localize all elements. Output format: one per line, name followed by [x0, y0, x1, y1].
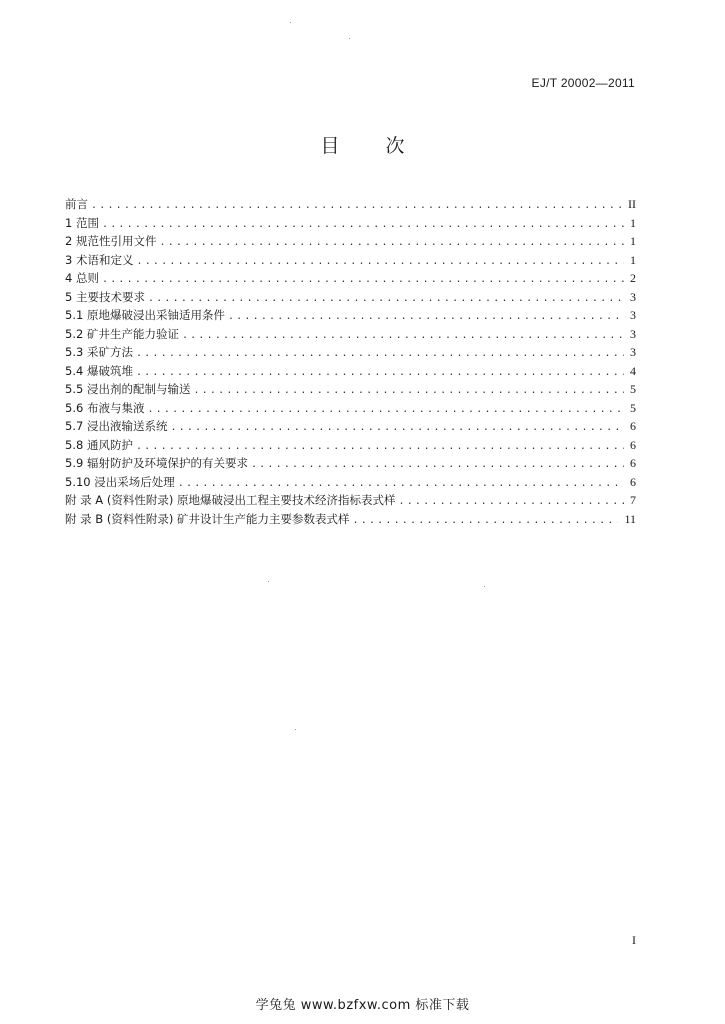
scan-speck: [268, 581, 269, 582]
scan-speck: [295, 729, 296, 730]
toc-entry-label: 前言: [65, 197, 88, 211]
toc-entry-label: 2 规范性引用文件: [65, 234, 157, 248]
toc-entry-page: 3: [630, 345, 636, 359]
toc-entry-5-10[interactable]: [65, 473, 636, 492]
toc-entry-page: 2: [630, 271, 636, 285]
toc-leader-dots: [136, 253, 624, 272]
toc-entry-5-3[interactable]: [65, 343, 636, 362]
toc-leader-dots: [147, 401, 624, 420]
toc-entry-label: 5.4 爆破筑堆: [65, 363, 133, 378]
toc-entry-5-6[interactable]: [65, 399, 636, 418]
toc-entry-label: 5.1 原地爆破浸出采铀适用条件: [65, 308, 225, 322]
toc-leader-dots: [170, 419, 624, 438]
toc-entry-5-1[interactable]: [65, 306, 636, 325]
toc-entry-5-7[interactable]: [65, 417, 636, 436]
toc-entry-appendix-b[interactable]: [65, 510, 636, 529]
footer-watermark-text: 学兔兔 www.bzfxw.com 标准下载: [255, 998, 470, 1013]
toc-entry-label: 5.9 辐射防护及环境保护的有关要求: [65, 456, 248, 470]
toc-entry-label: 4 总则: [65, 271, 99, 285]
toc-entry-label: 5.10 浸出采场后处理: [65, 474, 175, 489]
toc-leader-dots: [91, 197, 622, 216]
toc-leader-dots: [102, 271, 624, 290]
toc-leader-dots: [398, 493, 624, 512]
toc-entry-label: 3 术语和定义: [65, 252, 134, 267]
toc-entry-page: 3: [630, 289, 636, 304]
toc-entry-foreword[interactable]: [65, 195, 636, 214]
toc-list: [65, 195, 636, 528]
toc-title: 目 次: [320, 135, 425, 157]
toc-entry-page: 1: [630, 234, 636, 248]
toc-entry-page: 5: [630, 400, 636, 415]
toc-entry-main-technical-requirements[interactable]: [65, 288, 636, 307]
toc-entry-page: 4: [630, 363, 636, 378]
toc-leader-dots: [228, 308, 624, 327]
scan-speck: [349, 38, 350, 39]
toc-entry-page: 6: [630, 437, 636, 452]
toc-entry-label: 5.7 浸出液输送系统: [65, 419, 168, 433]
toc-entry-scope[interactable]: [65, 214, 636, 233]
toc-entry-page: 5: [630, 382, 636, 396]
page-number: I: [632, 933, 636, 947]
toc-entry-page: 1: [630, 215, 636, 230]
toc-entry-label: 5.6 布液与集液: [65, 400, 145, 415]
toc-entry-page: 3: [630, 308, 636, 322]
toc-entry-page: 11: [624, 511, 636, 526]
toc-leader-dots: [159, 234, 624, 253]
toc-entry-normative-references[interactable]: [65, 232, 636, 251]
toc-entry-general[interactable]: [65, 269, 636, 288]
toc-leader-dots: [136, 364, 624, 383]
toc-entry-label: 附 录 B (资料性附录) 矿井设计生产能力主要参数表式样: [65, 511, 350, 526]
toc-entry-label: 1 范围: [65, 215, 99, 230]
toc-entry-label: 附 录 A (资料性附录) 原地爆破浸出工程主要技术经济指标表式样: [65, 493, 396, 507]
toc-entry-5-5[interactable]: [65, 380, 636, 399]
toc-entry-page: II: [628, 197, 636, 211]
toc-entry-label: 5.5 浸出剂的配制与输送: [65, 382, 191, 396]
toc-entry-label: 5 主要技术要求: [65, 289, 145, 304]
toc-entry-page: 6: [630, 456, 636, 470]
toc-entry-label: 5.2 矿井生产能力验证: [65, 326, 179, 341]
toc-entry-label: 5.3 采矿方法: [65, 345, 133, 359]
toc-entry-5-2[interactable]: [65, 325, 636, 344]
toc-entry-5-4[interactable]: [65, 362, 636, 381]
toc-leader-dots: [136, 345, 624, 364]
toc-leader-dots: [251, 456, 624, 475]
toc-leader-dots: [102, 216, 624, 235]
toc-leader-dots: [193, 382, 624, 401]
toc-entry-page: 1: [630, 252, 636, 267]
toc-entry-page: 6: [630, 474, 636, 489]
toc-entry-5-8[interactable]: [65, 436, 636, 455]
toc-entry-page: 6: [630, 419, 636, 433]
toc-leader-dots: [352, 512, 618, 531]
toc-entry-page: 3: [630, 326, 636, 341]
toc-entry-5-9[interactable]: [65, 454, 636, 473]
toc-entry-page: 7: [630, 493, 636, 507]
toc-entry-label: 5.8 通风防护: [65, 437, 133, 452]
toc-leader-dots: [182, 327, 624, 346]
scan-speck: [484, 586, 485, 587]
toc-entry-terms-definitions[interactable]: [65, 251, 636, 270]
standard-code: EJ/T 20002—2011: [531, 76, 635, 90]
scan-speck: [290, 22, 291, 23]
toc-entry-appendix-a[interactable]: [65, 491, 636, 510]
